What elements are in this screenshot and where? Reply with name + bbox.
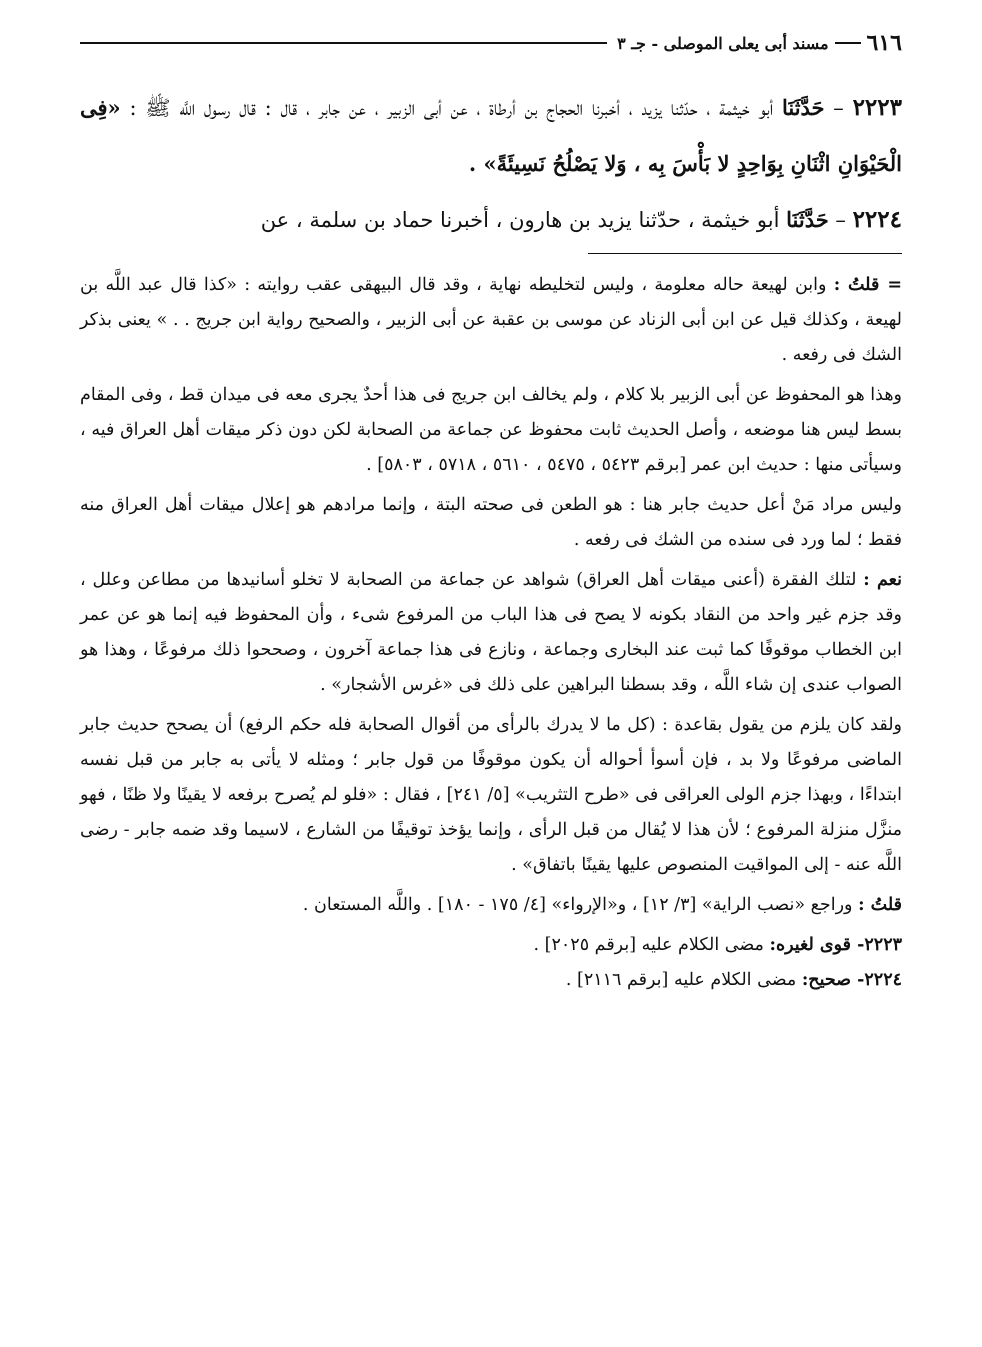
grading-2224: [80, 963, 902, 998]
footnote-paragraph: [80, 563, 902, 703]
header-rule: [80, 42, 607, 44]
book-title: مسند أبى يعلى الموصلى - جـ ٣: [617, 33, 829, 53]
note-label: نعم :: [863, 570, 902, 590]
hadith-isnad: أبو خيثمة ، حدّثنا يزيد بن هارون ، أخبرنا حماد بن سلمة ، عن: [260, 208, 780, 232]
haddathana-word: حَدَّثَنَا: [781, 95, 825, 120]
continuation-mark: =: [887, 275, 902, 295]
footnote-separator: [588, 253, 902, 254]
note-text: لتلك الفقرة (أعنى ميقات أهل العراق) شواهد عن جماعة من الصحابة لا تخلو أسانيدها من مطاعن وعلل ، وقد جزم غير واحد من النقاد بكونه لا يصح فى هذا الباب من المرفوع شىء ، وأن المحفوظ فيه إنما هو عن عمر ابن الخطاب موقوفًا كما ثبت عند البخارى وجماعة ، ونازع فى هذا جماعة آخرون ، وصححوا ذلك مرفوعًا ، وهذا هو الصواب عندى إن شاء اللَّه ، وقد بسطنا البراهين على ذلك فى «غرس الأشجار» .: [80, 570, 902, 695]
footnote-paragraph: [80, 888, 902, 923]
grade-label: ٢٢٢٣- قوى لغيره:: [769, 935, 902, 955]
footnote-paragraph: وليس مراد مَنْ أعل حديث جابر هنا : هو الطعن فى صحته البتة ، وإنما مرادهم هو إعلال ميقات أهل العراق منه فقط ؛ لما ورد فى سنده من الشك فى رفعه .: [80, 495, 902, 550]
haddathana-word: حَدَّثَنَا: [786, 207, 829, 232]
page-number: ٦١٦: [866, 30, 902, 56]
footnote-paragraph: ولقد كان يلزم من يقول بقاعدة : (كل ما لا يدرك بالرأى من أقوال الصحابة فله حكم الرفع) أن يصحح حديث جابر الماضى مرفوعًا ولا بد ، فإن أسوأ أحواله أن يكون موقوفًا من قول جابر ؛ ومثله لا يأتى به جابر من قبل نفسه ابتداءًا ، وبهذا جزم الولى العراقى فى «طرح التثريب» [٥/ ٢٤١] ، فقال : «فلو لم يُصرح برفعه لا يقينًا ولا ظنًا ، فهو منزَّل منزلة المرفوع ؛ لأن هذا لا يُقال من قبل الرأى ، وإنما يؤخذ توقيفًا من الشارع ، لاسيما وقد ضمه جابر - رضى اللَّه عنه - إلى المواقيت المنصوص عليها يقينًا باتفاق» .: [80, 715, 902, 875]
grade-label: ٢٢٢٤- صحيح:: [801, 970, 902, 990]
note-text: وراجع «نصب الراية» [٣/ ١٢] ، و«الإرواء» [٤/ ١٧٥ - ١٨٠] . واللَّه المستعان .: [302, 895, 853, 915]
main-text: [80, 80, 902, 248]
hadith-isnad: أبو خيثمة ، حدّثنا يزيد ، أخبرنا الحجاج بن أرطاة ، عن أبى الزبير ، عن جابر ، قال : قال رسول اللَّه ﷺ :: [129, 96, 774, 120]
note-label: قلتُ :: [858, 895, 902, 915]
running-header: [80, 28, 902, 58]
note-label: قلتُ :: [833, 275, 880, 295]
grade-text: مضى الكلام عليه [برقم ٢٠٢٥] .: [533, 935, 764, 955]
footnotes: [80, 268, 902, 998]
grading-2223: [80, 928, 902, 963]
header-dash: [835, 42, 861, 44]
hadith-number: ٢٢٢٣: [852, 94, 902, 121]
grade-text: مضى الكلام عليه [برقم ٢١١٦] .: [565, 970, 797, 990]
hadith-number: ٢٢٢٤: [852, 206, 902, 233]
footnote-paragraph: [80, 268, 902, 373]
hadith-matn: «فِى الْحَيْوَانِ اثْنَانِ بِوَاحِدٍ لا بَأْسَ بِه ، وَلا يَصْلُحُ نَسِيئَةً» .: [80, 95, 902, 176]
hadith-2224: ٢٢٢٤ – حَدَّثَنَا أبو خيثمة ، حدّثنا يزيد بن هارون ، أخبرنا حماد بن سلمة ، عن: [260, 206, 902, 233]
note-text: وابن لهيعة حاله معلومة ، وليس لتخليطه نهاية ، وقد قال البيهقى عقب روايته : «كذا قال عبد اللَّه بن لهيعة ، وكذلك قيل عن ابن أبى الزناد عن موسى بن عقبة عن أبى الزبير ، والصحيح رواية ابن جريج . . » يعنى بذكر الشك فى رفعه .: [80, 275, 902, 365]
hadith-2223: ٢٢٢٣ – حَدَّثَنَا أبو خيثمة ، حدّثنا يزيد ، أخبرنا الحجاج بن أرطاة ، عن أبى الزبير ، عن جابر ، قال : قال رسول اللَّه ﷺ : «فِى الْحَيْوَانِ اثْنَانِ بِوَاحِدٍ لا بَأْسَ بِه ، وَلا يَصْلُحُ نَسِيئَةً» .: [80, 94, 902, 176]
footnote-paragraph: وهذا هو المحفوظ عن أبى الزبير بلا كلام ، ولم يخالف ابن جريج فى هذا أحدٌ يجرى معه فى ميدان قط ، وفى المقام بسط ليس هنا موضعه ، وأصل الحديث ثابت محفوظ عن جماعة من الصحابة لكن دون ذكر ميقات أهل العراق فيه ، وسيأتى منها : حديث ابن عمر [برقم ٥٤٢٣ ، ٥٤٧٥ ، ٥٦١٠ ، ٥٧١٨ ، ٥٨٠٣] .: [80, 385, 902, 475]
